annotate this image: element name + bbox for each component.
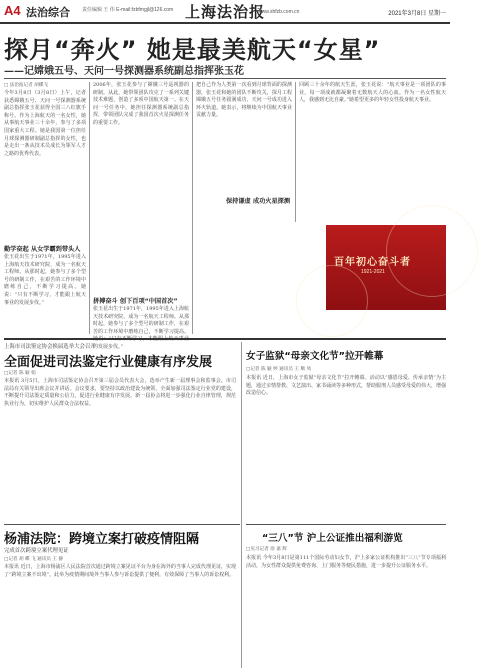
main-byline: □ 法治报记者 胡蝶飞	[4, 83, 49, 88]
banner-years: 1921-2021	[361, 269, 385, 275]
section-subheading: 勤学奋起 从女学霸到带头人	[4, 246, 81, 253]
column-divider	[295, 82, 296, 222]
main-headline: 探月“奔火” 她是最美航天“女星”	[4, 36, 381, 64]
column-divider	[192, 82, 193, 334]
story-byline: □记者 陈 颖 婷 通讯员 王 顺 凤	[246, 367, 312, 372]
issue-date: 2021年3月8日 星期一	[388, 11, 446, 17]
website-url: www.shfzb.com.cn	[258, 9, 300, 15]
article-column: 张玉花出生于1971年，1995年进入上海航天技术研究院，成为一名航天工程师。从那时起，她参与了多个型号的研制工作，在艰苦的工作环境中磨练自己，不断学习提高。她说：“只有不断学习，才能跟上航天事业的发展步伐。”	[93, 306, 189, 350]
page-number: A4	[4, 3, 21, 18]
section-divider	[246, 524, 446, 525]
section-divider	[4, 338, 446, 340]
story-headline: “三八”节 沪上公证推出福利游览	[262, 533, 403, 544]
article-body: 本报讯 今年3月8日是第111个国际劳动妇女节，沪上多家公证机构推出“三八”节专项福利活动，为女性群众提供免费咨询、上门服务等便民措施，进一步提升公证服务水平。	[246, 555, 446, 569]
section-title: 法治综合	[26, 7, 70, 19]
main-subheadline: ——记嫦娥五号、天问一号探测器系统副总指挥张玉花	[4, 66, 244, 77]
section-subheading: 拼搏奋斗 创下百项“中国首次”	[93, 298, 178, 305]
article-column: 2006年，张玉花参与了嫦娥三号巡视器的研制。从此，她带领团队攻克了一系列关键技术难题，创造了多项中国航天第一。在天问一号任务中，她担任探测器系统副总指挥，带领团队完成了我国首次火星探测任务的重要工作。	[93, 82, 189, 126]
section-divider	[4, 524, 240, 525]
article-column: 张玉花出生于1971年，1995年进入上海航天技术研究院，成为一名航天工程师。从那时起，她参与了多个型号的研制工作，在艰苦的工作环境中磨练自己，不断学习提高。她说：“只有不断学习，才能跟上航天事业的发展步伐。”	[4, 254, 86, 306]
article-column: 回顾三十余年的航天生涯，张玉花说：“航天事业是一项团队的事业，每一项成就都凝聚着无数航天人的心血。作为一名女性航天人，我感到无比自豪。”她希望更多的年轻女性投身航天事业。	[299, 82, 446, 104]
page-header	[0, 0, 450, 24]
banner-title: 百年初心奋斗者	[334, 257, 411, 268]
article-column: 把自己作为人类第一次看到月球背面的探测器，张玉花和她的团队不断攻关，探月工程嫦娥五号任务圆满成功，天问一号成功进入环火轨道。她表示，将继续为中国航天事业贡献力量。	[196, 82, 292, 119]
article-body: 本报讯 3月5日，上海市司法鉴定协会召开第三届会员代表大会，选举产生新一届理事会和监事会。市司法局有关领导出席会议并讲话。会议要求，要坚持以政治建设为统领，全面加强司法鉴定行业党的建设，不断提升司法鉴定质量和公信力，促进行业健康有序发展。新一届协会将进一步强化行业自律管理，规范执业行为，切实维护人民群众合法权益。	[4, 378, 236, 407]
article-body: 本报讯 近日，上海市杨浦区人民法院首次通过跨境立案见证平台为身在海外的当事人完成代理见证，实现了“跨境立案不出境”。此举为疫情期间境外当事人参与诉讼提供了便利，有效保障了当事人的诉讼权利。	[4, 564, 236, 578]
centennial-banner-image	[326, 225, 446, 310]
decorative-circle	[296, 265, 368, 337]
story-byline: □记者 陈 颖 娟	[4, 371, 36, 376]
article-column: 今年3月8日（3月8日）上午，记者获悉嫦娥五号、天问一号探测器系统副总指挥张玉花获得全国三八红旗手称号。作为上海航天的一名女性，她从事航天事业三十余年，参与了多项国家重大工程。她是我国第一位担任月球探测器研制副总指挥的女性，也是走出一条从技术员成长为领军人才之路的优秀代表。	[4, 90, 86, 157]
story-headline: 杨浦法院：跨境立案打破疫情阻隔	[4, 532, 200, 547]
story-byline: □记者 胡 蝶 飞 通讯员 王 静	[4, 557, 64, 562]
story-headline: 全面促进司法鉴定行业健康有序发展	[4, 355, 213, 370]
decorative-circle	[386, 205, 478, 297]
story-kicker: 完成首次跨境立案代理见证	[4, 548, 69, 554]
article-body: 本报讯 近日，上海市女子监狱“母亲文化节”拉开帷幕。活动以“感恩母爱、传承亲情”为主题，通过亲情帮教、文艺演出、家书诵读等多种形式，帮助服刑人员感受母爱的伟大，增强改造信心。	[246, 375, 447, 397]
divider	[4, 78, 446, 79]
newspaper-logo: 上海法治报	[185, 3, 266, 21]
story-headline: 女子监狱“母亲文化节”拉开帷幕	[246, 351, 384, 362]
editor-line: 责任编辑 王 伟 E-mail:fzbfmgjl@126.com	[82, 7, 174, 13]
column-divider	[89, 82, 90, 334]
section-subheading: 保持谦虚 成功火星探测	[226, 198, 291, 205]
column-divider	[241, 342, 242, 668]
story-byline: □见习记者 徐 嘉 辉	[246, 547, 287, 552]
story-kicker: 上海市司法鉴定协会换届选举大会召开	[4, 344, 96, 350]
